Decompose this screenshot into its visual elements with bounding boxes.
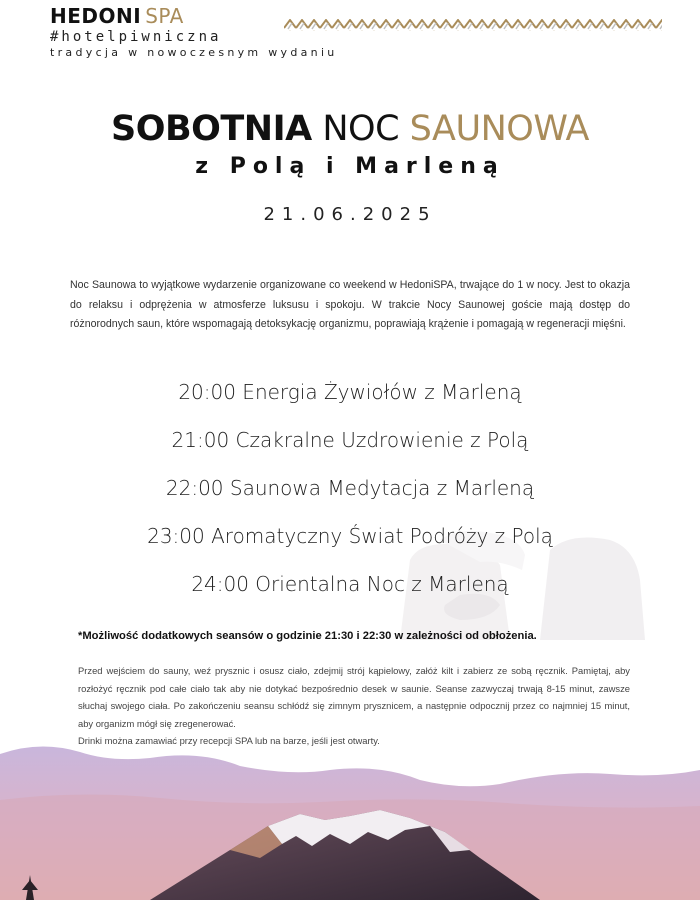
- schedule-item: 23:00 Aromatyczny Świat Podróży z Polą: [147, 524, 553, 548]
- event-subtitle: z Polą i Marleną: [195, 154, 505, 179]
- brand-name-hedoni: HEDONI: [50, 4, 142, 28]
- schedule-list: [0, 368, 700, 608]
- event-title-part3: SAUNOWA: [409, 109, 589, 149]
- schedule-item: 22:00 Saunowa Medytacja z Marleną: [165, 476, 535, 500]
- sauna-rules: [78, 662, 630, 750]
- brand-tagline: tradycja w nowoczesnym wydaniu: [50, 46, 338, 59]
- event-title-part1: SOBOTNIA: [111, 109, 312, 149]
- event-title: [0, 108, 700, 150]
- additional-sessions-note: *Możliwość dodatkowych seansów o godzinie 21:30 i 22:30 w zależności od obłożenia.: [78, 630, 537, 642]
- drinks-info: Drinki można zamawiać przy recepcji SPA lub na barze, jeśli jest otwarty.: [78, 735, 380, 746]
- event-date: 21.06.2025: [263, 204, 437, 225]
- mountain-landscape-image: [0, 740, 700, 900]
- schedule-item: 21:00 Czakralne Uzdrowienie z Polą: [171, 428, 529, 452]
- event-title-part2: NOC: [322, 109, 400, 149]
- brand-hashtag: #hotelpiwniczna: [50, 29, 222, 45]
- brand-name: [50, 4, 221, 28]
- sauna-rules-paragraph: Przed wejściem do sauny, weź prysznic i osusz ciało, zdejmij strój kąpielowy, załóż kilt i zabierz ze sobą ręcznik. Pamiętaj, aby rozłożyć ręcznik pod całe ciało tak aby nie dotykać bezpośrednio desek w saunie. Seanse zazwyczaj trwają 8-15 minut, zawsze słuchaj swojego ciała. Po zakończeniu seansu schłódź się zimnym prysznicem, a następnie odpocznij przez co najmniej 15 minut, aby organizm mógł się zregenerować.: [78, 665, 630, 729]
- brand-logo: [50, 4, 221, 45]
- brand-name-spa: SPA: [145, 4, 184, 28]
- decorative-pattern-icon: [284, 18, 662, 32]
- schedule-item: 20:00 Energia Żywiołów z Marleną: [178, 380, 522, 404]
- intro-paragraph: Noc Saunowa to wyjątkowe wydarzenie organizowane co weekend w HedoniSPA, trwające do 1 w nocy. Jest to okazja do relaksu i odprężenia w atmosferze luksusu i spokoju. W trakcie Nocy Saunowej goście mają dostęp do różnorodnych saun, które wspomagają detoksykację organizmu, poprawiają krążenie i pomagają w regeneracji mięśni.: [70, 279, 630, 330]
- schedule-item: 24:00 Orientalna Noc z Marleną: [191, 572, 509, 596]
